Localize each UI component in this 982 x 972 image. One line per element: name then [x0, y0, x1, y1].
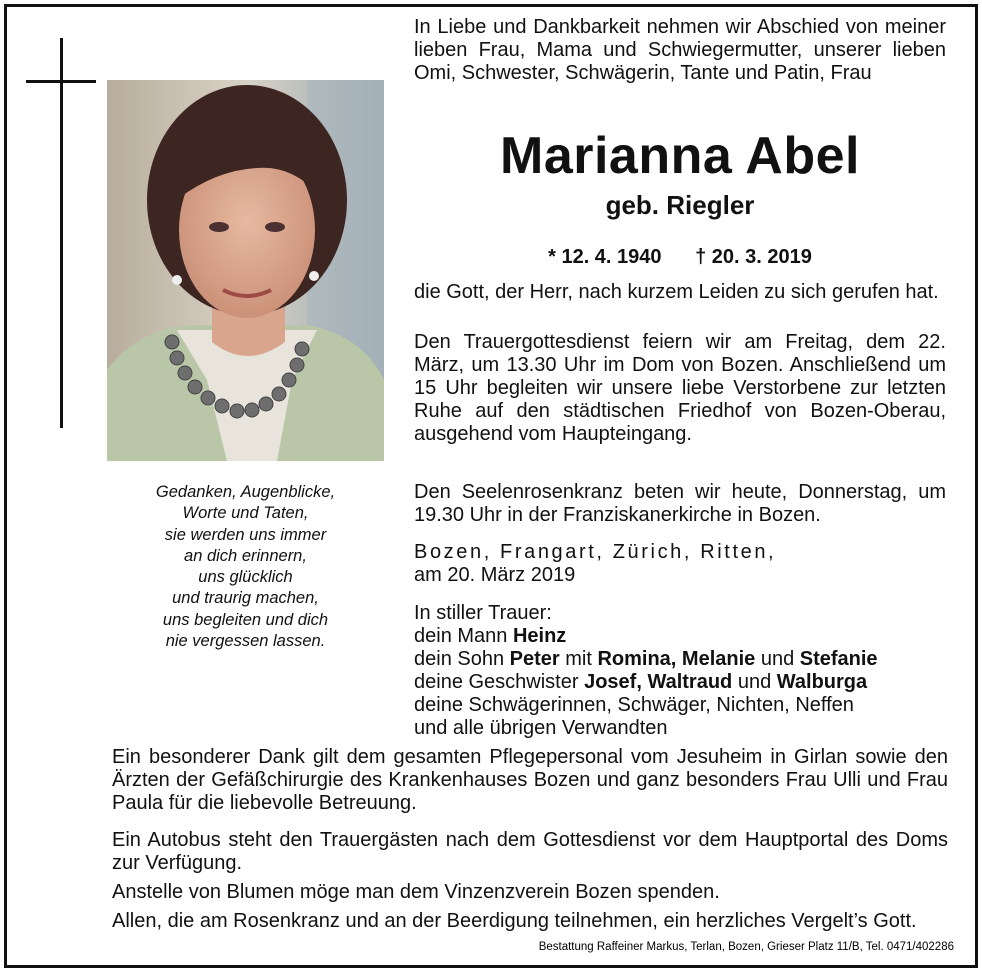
birth-date: * 12. 4. 1940 [548, 246, 662, 268]
poem-line: sie werden uns immer [164, 525, 327, 544]
place-date [414, 541, 946, 587]
bus-text: Ein Autobus steht den Trauergästen nach dem Gottesdienst vor dem Hauptportal des Doms zur Verfügung. [112, 829, 948, 874]
called-home-text: die Gott, der Herr, nach kurzem Leiden zu sich gerufen hat. [414, 281, 939, 303]
memorial-poem [107, 482, 384, 652]
poem-line: uns begleiten und dich [162, 610, 329, 629]
mourner-relatives: und alle übrigen Verwandten [414, 717, 668, 739]
mourners-list [414, 602, 946, 740]
cross-icon [60, 38, 63, 428]
thanks-text: Ein besonderer Dank gilt dem gesamten Pflegepersonal vom Jesuheim in Girlan sowie den Ärzten der Gefäßchirurgie des Krankenhauses Bozen und ganz besonders Frau Ulli und Frau Paula für die liebevolle Betreuung. [112, 746, 948, 814]
attendees-text: Allen, die am Rosenkranz und an der Beerdigung teilnehmen, ein herzliches Vergelt’s Gott. [112, 910, 917, 932]
flowers-text: Anstelle von Blumen möge man dem Vinzenzverein Bozen spenden. [112, 881, 720, 903]
poem-line: nie vergessen lassen. [165, 632, 326, 651]
places: Bozen, Frangart, Zürich, Ritten, [414, 541, 777, 563]
poem-line: und traurig machen, [172, 589, 319, 608]
portrait-photo [107, 80, 384, 461]
mourners-intro: In stiller Trauer: [414, 602, 552, 624]
cross-icon-bar [26, 80, 96, 83]
poem-line: Gedanken, Augenblicke, [155, 483, 336, 501]
deceased-name: Marianna Abel [500, 127, 860, 185]
intro-text: In Liebe und Dankbarkeit nehmen wir Abschied von meiner lieben Frau, Mama und Schwiegermutter, unserer lieben Omi, Schwester, Schwägerin, Tante und Patin, Frau [414, 16, 946, 84]
service-text: Den Trauergottesdienst feiern wir am Freitag, dem 22. März, um 13.30 Uhr im Dom von Bozen. Anschließend um 15 Uhr begleiten wir unsere liebe Verstorbene zur letzten Ruhe auf den städtischen Friedhof von Bozen-Oberau, ausgehend vom Haupteingang. [414, 331, 946, 445]
poem-line: an dich erinnern, [184, 546, 307, 565]
funeral-home-credit: Bestattung Raffeiner Markus, Terlan, Bozen, Grieser Platz 11/B, Tel. 0471/402286 [538, 941, 954, 953]
notice-date: am 20. März 2019 [414, 564, 576, 586]
mourner-husband: dein Mann Heinz [414, 625, 567, 647]
maiden-name: geb. Riegler [605, 190, 755, 220]
poem-line: Worte und Taten, [182, 504, 309, 523]
life-dates [414, 244, 946, 270]
poem-line: uns glücklich [198, 568, 293, 587]
rosary-text: Den Seelenrosenkranz beten wir heute, Donnerstag, um 19.30 Uhr in der Franziskanerkirche in Bozen. [414, 481, 946, 526]
mourner-inlaws: deine Schwägerinnen, Schwäger, Nichten, Neffen [414, 694, 854, 716]
mourner-son: dein Sohn Peter mit Romina, Melanie und Stefanie [414, 648, 878, 670]
mourner-siblings: deine Geschwister Josef, Waltraud und Walburga [414, 671, 868, 693]
death-date: † 20. 3. 2019 [695, 246, 812, 268]
